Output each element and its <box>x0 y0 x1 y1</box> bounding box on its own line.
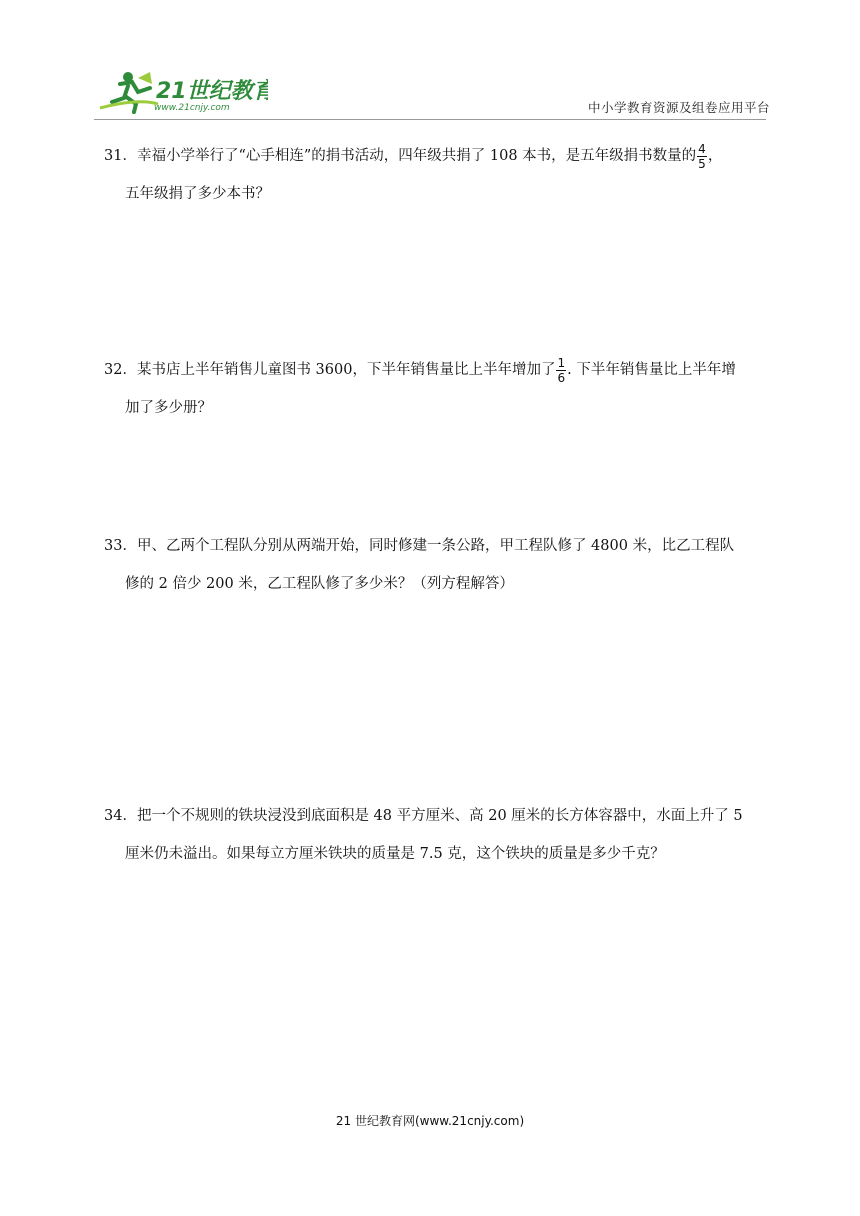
logo-text: 21世纪教育 <box>156 79 268 104</box>
question-text: 甲、乙两个工程队分别从两端开始，同时修建一条公路，甲工程队修了 4800 米，比乙工程队 <box>136 538 735 554</box>
site-logo <box>98 68 268 116</box>
question-number: 33． <box>104 538 137 554</box>
question-text: 幸福小学举行了“心手相连”的捐书活动，四年级共捐了 108 本书，是五年级捐书数量的 <box>136 148 697 164</box>
runner-logo-icon <box>98 68 268 116</box>
question-text-line2: 厘米仍未溢出。如果每立方厘米铁块的质量是 7.5 克，这个铁块的质量是多少千克？ <box>125 846 665 862</box>
question-number: 34． <box>104 808 137 824</box>
question-text-tail: . 下半年销售量比上半年增 <box>567 362 736 378</box>
fraction-denominator: 6 <box>557 370 566 385</box>
question-text-line2: 修的 2 倍少 200 米，乙工程队修了多少米？（列方程解答） <box>125 576 514 592</box>
header-divider <box>94 119 766 120</box>
logo-url: www.21cnjy.com <box>154 103 230 113</box>
page-header <box>0 0 860 120</box>
question-33 <box>92 527 764 603</box>
question-text-line2: 加了多少册？ <box>125 400 212 416</box>
question-34 <box>92 797 764 873</box>
fraction-numerator: 1 <box>557 355 566 370</box>
question-number: 32． <box>104 362 137 378</box>
question-text: 某书店上半年销售儿童图书 3600，下半年销售量比上半年增加了 <box>136 362 556 378</box>
question-31 <box>92 137 764 213</box>
fraction-denominator: 5 <box>698 156 706 171</box>
platform-name: 中小学教育资源及组卷应用平台 <box>587 100 770 115</box>
question-text-tail: ， <box>707 148 723 164</box>
fraction-numerator: 4 <box>698 141 706 156</box>
page-footer: 21 世纪教育网(www.21cnjy.com) <box>335 1114 525 1128</box>
fraction <box>697 142 707 171</box>
fraction <box>556 356 566 385</box>
question-32 <box>92 351 764 427</box>
question-text-line2: 五年级捐了多少本书？ <box>125 186 270 202</box>
question-number: 31． <box>104 148 137 164</box>
question-text: 把一个不规则的铁块浸没到底面积是 48 平方厘米、高 20 厘米的长方体容器中，水面上升了 5 <box>136 808 743 824</box>
